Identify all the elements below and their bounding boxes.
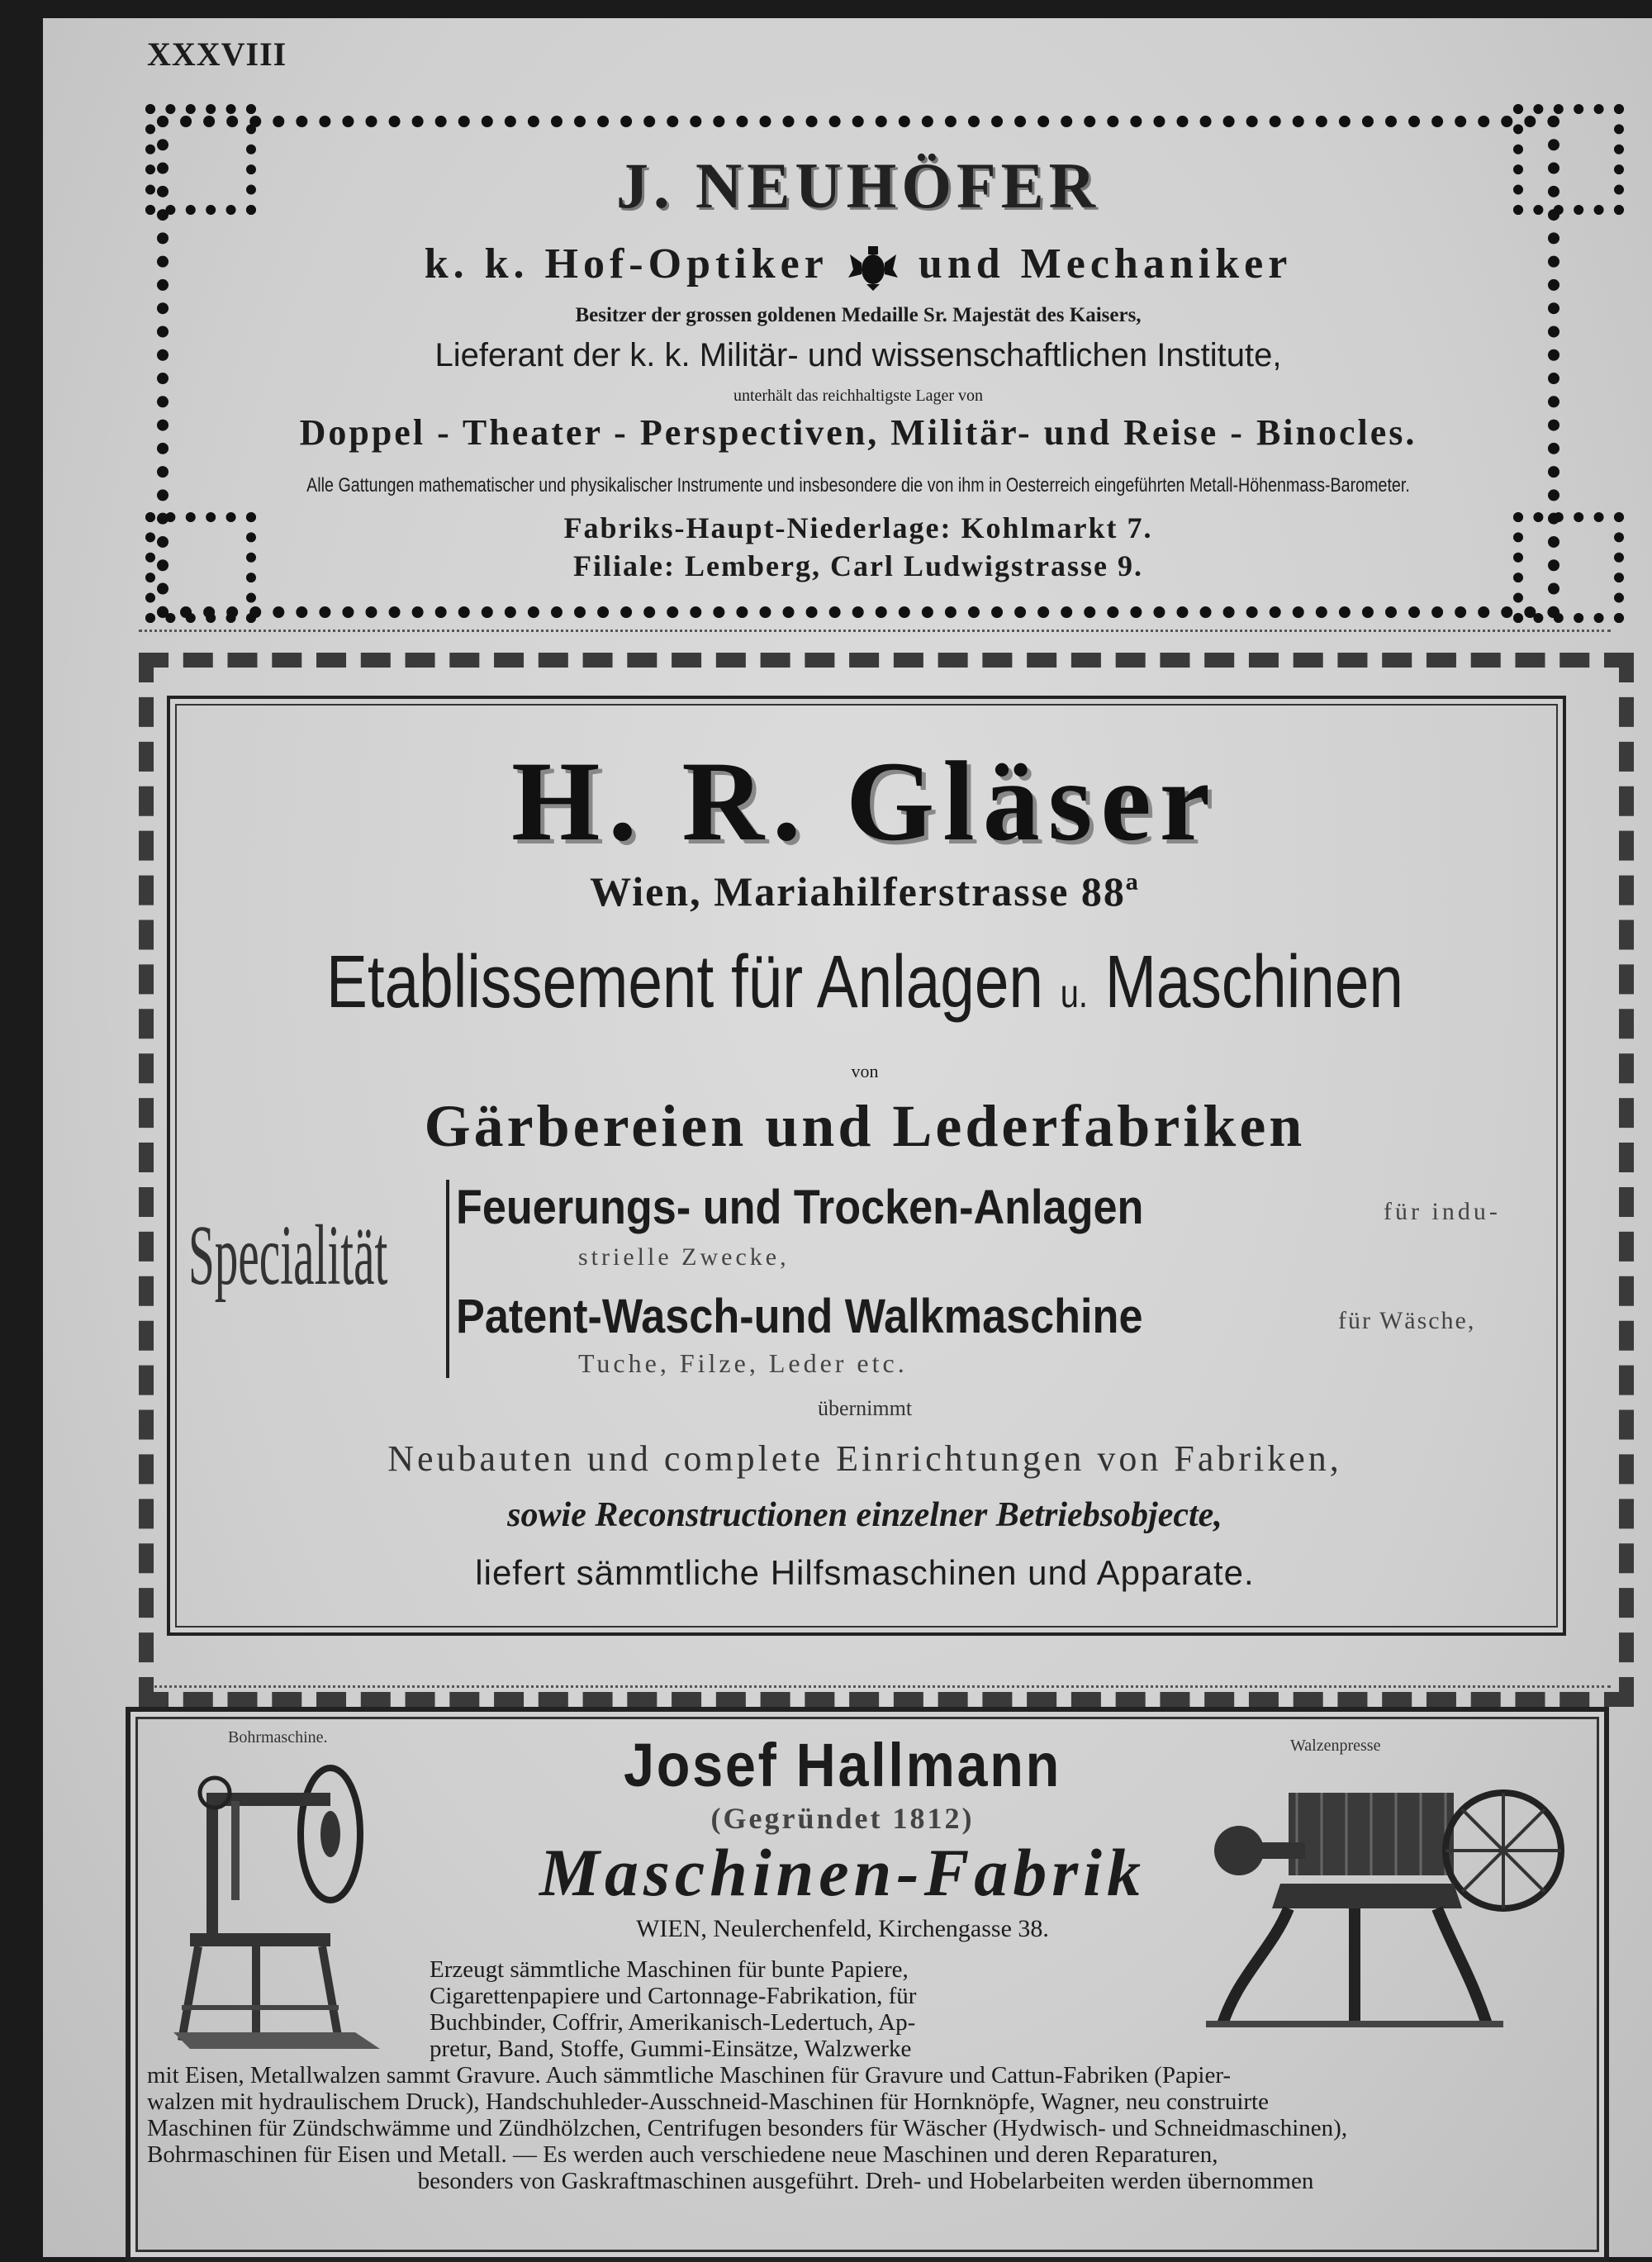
- page-number: XXXVIII: [147, 36, 287, 73]
- ad1-branch-text: Filiale: Lemberg, Carl Ludwigstrasse 9.: [573, 549, 1143, 582]
- ad2-specialty-1: Feuerungs- und Trocken-Anlagen: [456, 1181, 1144, 1234]
- ad2-reconstructionen: sowie Reconstructionen einzelner Betriebsobjecte,: [507, 1496, 1222, 1534]
- ad1-medal-text: Besitzer der grossen goldenen Medaille Sr. Majestät des Kaisers,: [575, 304, 1142, 326]
- ad1-headquarters-text: Fabriks-Haupt-Niederlage: Kohlmarkt 7.: [563, 511, 1153, 544]
- ad3-body-line: pretur, Band, Stoffe, Gummi-Einsätze, Walzwerke: [430, 2036, 912, 2062]
- ad2-specialty-1-cont: strielle Zwecke,: [578, 1243, 790, 1271]
- ad2-heading-b: u.: [1060, 972, 1088, 1016]
- ad3-full-line: Bohrmaschinen für Eisen und Metall. — Es werden auch verschiedene neue Maschinen und deren Reparaturen,: [147, 2141, 1218, 2168]
- ad2-brace: [446, 1180, 449, 1378]
- ad3-body-line: Erzeugt sämmtliche Maschinen für bunte Papiere,: [430, 1956, 909, 1983]
- ad1-products-text: Doppel - Theater - Perspectiven, Militär- und Reise - Binocles.: [299, 412, 1417, 453]
- ad3-full-line: walzen mit hydraulischem Druck), Handschuhleder-Ausschneid-Maschinen für Hornknöpfe, Wagner, neu construirte: [147, 2089, 1269, 2115]
- ad1-instruments-text: Alle Gattungen mathematischer und physikalischer Instrumente und insbesondere die von ihm in Oesterreich eingeführten Metall-Höhenmass-Barometer.: [306, 474, 1410, 497]
- ad2-trade: Gärbereien und Lederfabriken: [424, 1093, 1306, 1159]
- ad2-firm-name: H. R. Gläser: [511, 738, 1218, 864]
- ad2-von: von: [851, 1061, 879, 1081]
- drilling-machine-illustration: [157, 1760, 405, 2057]
- ad3-founded: (Gegründet 1812): [710, 1802, 975, 1835]
- ad3-full-line: Maschinen für Zündschwämme und Zündhölzchen, Centrifugen besonders für Wäscher (Hydwisch- und Schneidmaschinen),: [147, 2115, 1348, 2141]
- ad2-specialty-1-rest: für indu-: [1384, 1198, 1501, 1225]
- ad3-full-line: besonders von Gaskraftmaschinen ausgeführt. Dreh- und Hobelarbeiten werden übernommen: [417, 2168, 1314, 2194]
- double-eagle-icon: [848, 245, 898, 291]
- ad1-firm-name: J. NEUHÖFER: [615, 150, 1101, 221]
- ad2-address: Wien, Mariahilferstrasse 88ª: [590, 868, 1140, 915]
- ad2-specialty-label: Specialität: [188, 1208, 388, 1303]
- ad2-heading-a: Etablissement für Anlagen: [326, 941, 1043, 1024]
- ad2-uebernimmt: übernimmt: [817, 1396, 913, 1420]
- ad3-title: Maschinen-Fabrik: [539, 1835, 1146, 1910]
- ad1-stock-text: unterhält das reichhaltigste Lager von: [733, 387, 984, 405]
- ad3-address: WIEN, Neulerchenfeld, Kirchengasse 38.: [636, 1915, 1049, 1942]
- ad3-firm-name: Josef Hallmann: [623, 1731, 1062, 1799]
- ad3-body-line: Cigarettenpapiere und Cartonnage-Fabrikation, für: [430, 1983, 917, 2009]
- ad3-full-text: [147, 2062, 1584, 2194]
- ad3-label-left: Bohrmaschine.: [228, 1728, 328, 1746]
- ad3-full-line: mit Eisen, Metallwalzen sammt Gravure. Auch sämmtliche Maschinen für Gravure und Cattun-Fabriken (Papier-: [147, 2062, 1232, 2089]
- ad1-supplier-text: Lieferant der k. k. Militär- und wissenschaftlichen Institute,: [434, 337, 1282, 373]
- ad1-title-right: und Mechaniker: [918, 240, 1293, 288]
- ad3-body-line: Buchbinder, Coffrir, Amerikanisch-Ledertuch, Ap-: [430, 2009, 916, 2036]
- ad1-title-left: k. k. Hof-Optiker: [424, 240, 828, 288]
- ad2-specialty-2-rest: für Wäsche,: [1338, 1307, 1476, 1334]
- ad2-specialty-2: Patent-Wasch-und Walkmaschine: [456, 1290, 1143, 1343]
- ad3-label-right: Walzenpresse: [1290, 1737, 1381, 1755]
- ad2-neubauten: Neubauten und complete Einrichtungen von Fabriken,: [387, 1438, 1342, 1479]
- ad2-heading: [286, 940, 1445, 1025]
- ad3-body: [430, 1956, 1156, 2062]
- ad1-title-line: [157, 240, 1559, 291]
- ad2-specialty-2-cont: Tuche, Filze, Leder etc.: [578, 1348, 908, 1378]
- ad2-heading-c: Maschinen: [1104, 941, 1403, 1024]
- divider: [139, 630, 1611, 632]
- ad2-liefert: liefert sämmtliche Hilfsmaschinen und Apparate.: [475, 1553, 1255, 1592]
